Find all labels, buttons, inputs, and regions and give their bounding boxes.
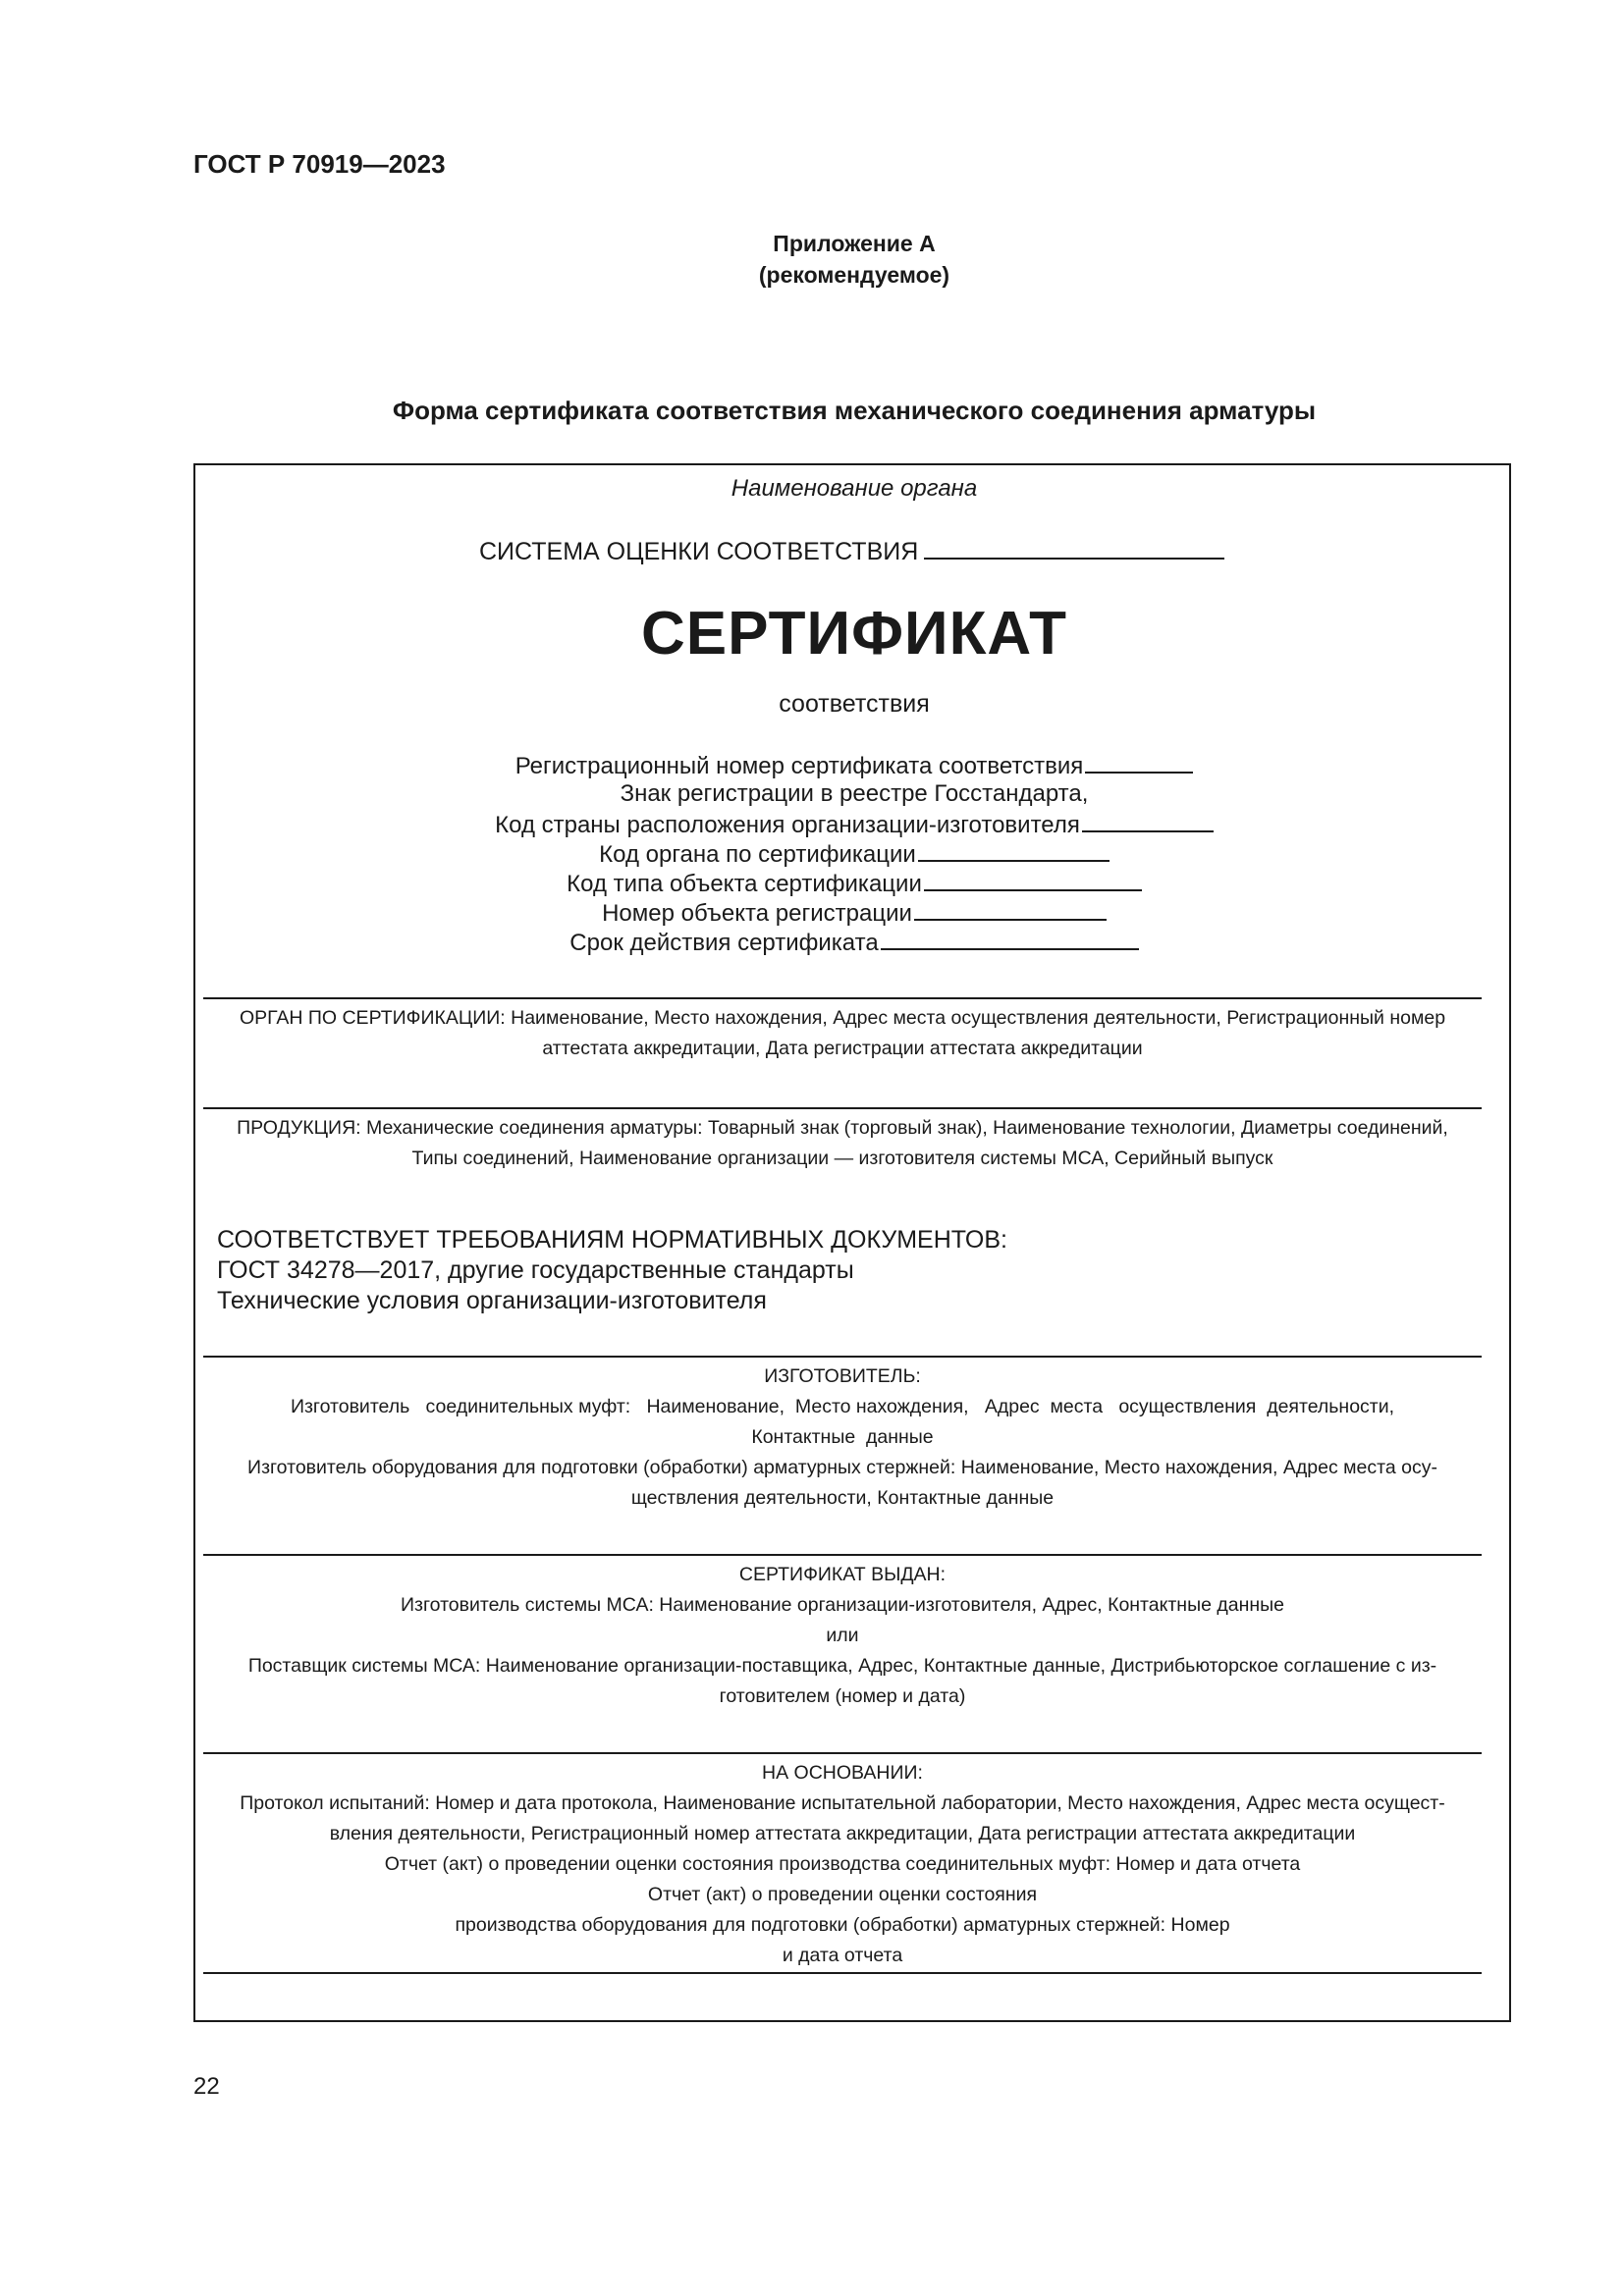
- registration-field: Регистрационный номер сертификата соответствия: [0, 750, 1624, 779]
- section-line: Технические условия организации-изготовителя: [217, 1287, 767, 1314]
- system-label: СИСТЕМА ОЦЕНКИ СООТВЕТСТВИЯ: [479, 538, 919, 565]
- registration-fields: [0, 750, 1624, 956]
- section-line: Отчет (акт) о проведении оценки состояния: [647, 1884, 1038, 1905]
- registration-field: Знак регистрации в реестре Госстандарта,: [620, 780, 1089, 807]
- section-line: Изготовитель системы МСА: Наименование организации-изготовителя, Адрес, Контактные данные: [401, 1594, 1284, 1616]
- section-line: ОРГАН ПО СЕРТИФИКАЦИИ: Наименование, Место нахождения, Адрес места осуществления деятельности, Регистрационный номер: [239, 1007, 1446, 1029]
- section-line: Контактные данные: [751, 1426, 934, 1448]
- registration-field: Код страны расположения организации-изготовителя: [0, 809, 1624, 838]
- section-line: Отчет (акт) о проведении оценки состояния производства соединительных муфт: Номер и дата отчета: [384, 1853, 1301, 1875]
- registration-field: Номер объекта регистрации: [0, 897, 1624, 927]
- section-line: ществления деятельности, Контактные данные: [630, 1487, 1055, 1509]
- section-line: Изготовитель оборудования для подготовки (обработки) арматурных стержней: Наименование, Место нахождения, Адрес места осу-: [247, 1457, 1437, 1478]
- section-line: вления деятельности, Регистрационный номер аттестата аккредитации, Дата регистрации аттестата аккредитации: [329, 1823, 1356, 1844]
- conformity-section: [217, 1225, 1007, 1316]
- divider: [203, 1356, 1482, 1358]
- section-heading: СЕРТИФИКАТ ВЫДАН:: [738, 1564, 947, 1585]
- basis-section: [206, 1758, 1479, 1971]
- section-line: производства оборудования для подготовки (обработки) арматурных стержней: Номер: [455, 1914, 1230, 1936]
- section-line: и дата отчета: [782, 1945, 903, 1966]
- issued-section: [206, 1560, 1479, 1712]
- divider: [203, 1554, 1482, 1556]
- standard-code: ГОСТ Р 70919—2023: [193, 149, 446, 179]
- registration-field: Код типа объекта сертификации: [0, 868, 1624, 897]
- certificate-title: СЕРТИФИКАТ: [641, 600, 1067, 667]
- divider: [203, 1972, 1482, 1974]
- section-line: Изготовитель соединительных муфт: Наименование, Место нахождения, Адрес места осуществления деятельности,: [290, 1396, 1395, 1417]
- form-title: Форма сертификата соответствия механического соединения арматуры: [392, 396, 1317, 425]
- annex-subtitle: (рекомендуемое): [758, 262, 950, 288]
- divider: [203, 997, 1482, 999]
- section-line: Протокол испытаний: Номер и дата протокола, Наименование испытательной лаборатории, Место нахождения, Адрес места осущест-: [240, 1792, 1445, 1814]
- system-blank: [924, 532, 1224, 560]
- product-section: [206, 1113, 1479, 1174]
- manufacturer-section: [206, 1362, 1479, 1514]
- organ-name-label: Наименование органа: [731, 475, 978, 502]
- section-heading: НА ОСНОВАНИИ:: [762, 1762, 923, 1784]
- page-number: 22: [193, 2073, 220, 2100]
- divider: [203, 1752, 1482, 1754]
- section-line: или: [826, 1625, 859, 1646]
- registration-field: Код органа по сертификации: [0, 838, 1624, 868]
- section-heading: ИЗГОТОВИТЕЛЬ:: [764, 1365, 921, 1387]
- section-line: готовителем (номер и дата): [719, 1685, 966, 1707]
- system-line: [479, 532, 1224, 566]
- divider: [203, 1107, 1482, 1109]
- section-line: Типы соединений, Наименование организации — изготовителя системы МСА, Серийный выпуск: [411, 1148, 1273, 1169]
- registration-field: Срок действия сертификата: [0, 927, 1624, 956]
- annex-title: Приложение А: [773, 231, 936, 256]
- section-line: ГОСТ 34278—2017, другие государственные стандарты: [217, 1256, 854, 1284]
- certificate-subtitle: соответствия: [779, 690, 930, 718]
- section-line: СООТВЕТСТВУЕТ ТРЕБОВАНИЯМ НОРМАТИВНЫХ ДОКУМЕНТОВ:: [217, 1226, 1007, 1254]
- section-line: Поставщик системы МСА: Наименование организации-поставщика, Адрес, Контактные данные, Дистрибьюторское соглашение с из-: [247, 1655, 1437, 1677]
- section-line: аттестата аккредитации, Дата регистрации аттестата аккредитации: [542, 1038, 1143, 1059]
- certification-organ-section: [206, 1003, 1479, 1064]
- section-line: ПРОДУКЦИЯ: Механические соединения арматуры: Товарный знак (торговый знак), Наименование технологии, Диаметры соединений,: [237, 1117, 1448, 1139]
